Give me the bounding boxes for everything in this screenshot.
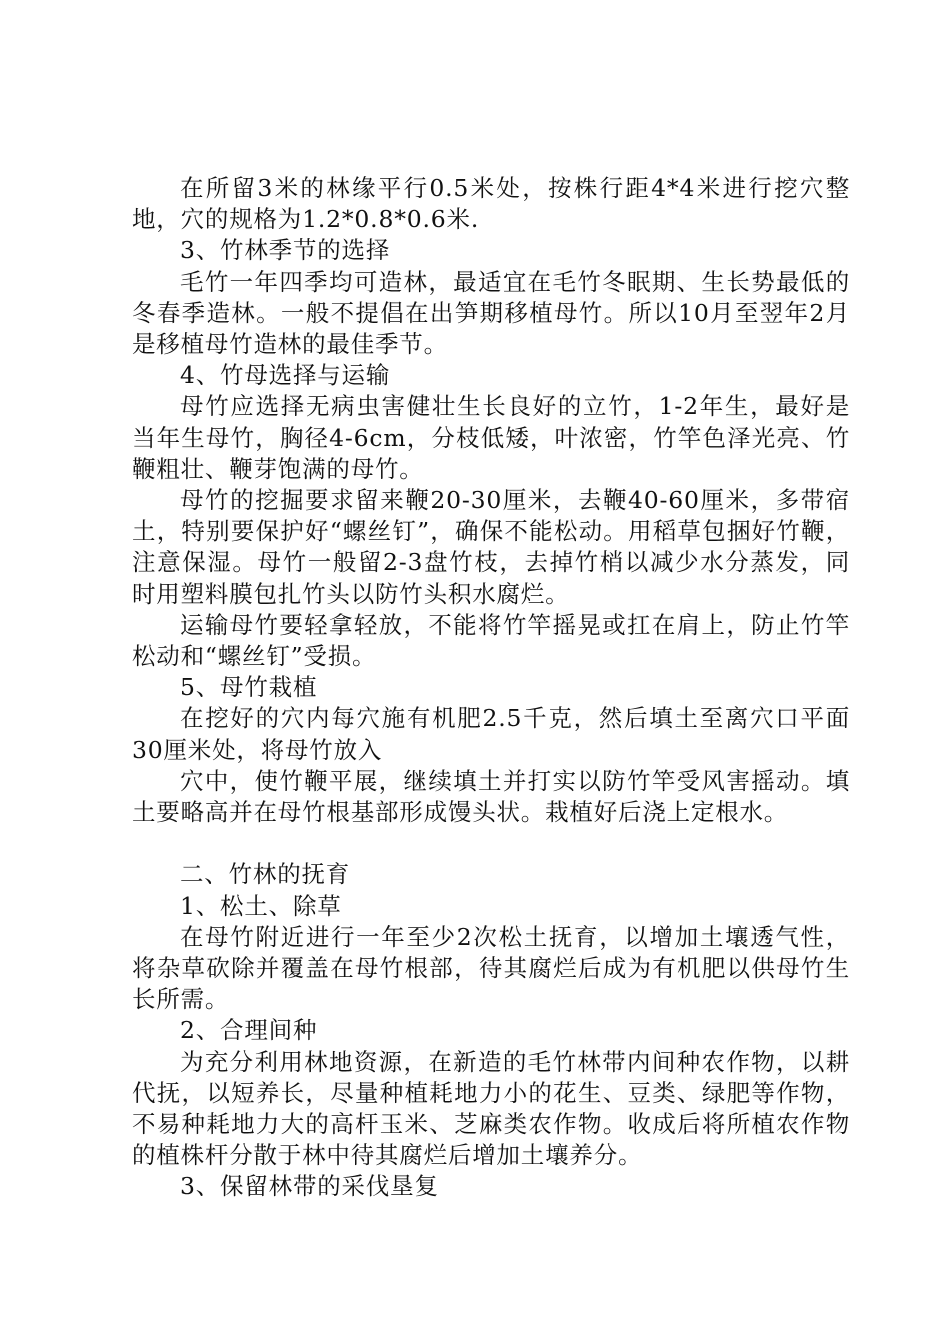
section-heading: 3、保留林带的采伐垦复 bbox=[180, 1172, 439, 1201]
section-heading: 1、松土、除草 bbox=[180, 891, 342, 920]
paragraph: 在母竹附近进行一年至少2次松土抚育，以增加土壤透气性，将杂草砍除并覆盖在母竹根部，待其腐烂后成为有机肥以供母竹生长所需。 bbox=[132, 922, 850, 1014]
paragraph: 运输母竹要轻拿轻放，不能将竹竿摇晃或扛在肩上，防止竹竿松动和“螺丝钉”受损。 bbox=[132, 610, 850, 671]
paragraph: 为充分利用林地资源，在新造的毛竹林带内间种农作物，以耕代抚，以短养长，尽量种植耗地力小的花生、豆类、绿肥等作物，不易种耗地力大的高杆玉米、芝麻类农作物。收成后将所植农作物的植株杆分散于林中待其腐烂后增加土壤养分。 bbox=[132, 1047, 850, 1170]
paragraph: 穴中，使竹鞭平展，继续填土并打实以防竹竿受风害摇动。填土要略高并在母竹根基部形成馒头状。栽植好后浇上定根水。 bbox=[132, 766, 850, 827]
paragraph: 在所留3米的林缘平行0.5米处，按株行距4*4米进行挖穴整地，穴的规格为1.2*0.8*0.6米. bbox=[132, 174, 850, 234]
section-heading: 2、合理间种 bbox=[180, 1016, 318, 1045]
document-body bbox=[132, 173, 850, 1203]
section-heading: 4、竹母选择与运输 bbox=[180, 361, 391, 390]
paragraph: 母竹的挖掘要求留来鞭20-30厘米，去鞭40-60厘米，多带宿土，特别要保护好“螺丝钉”，确保不能松动。用稻草包捆好竹鞭，注意保湿。母竹一般留2-3盘竹枝，去掉竹梢以减少水分蒸发，同时用塑料膜包扎竹头以防竹头积水腐烂。 bbox=[132, 486, 850, 608]
paragraph: 在挖好的穴内每穴施有机肥2.5千克，然后填土至离穴口平面30厘米处，将母竹放入 bbox=[132, 704, 850, 764]
paragraph: 毛竹一年四季均可造林，最适宜在毛竹冬眠期、生长势最低的冬春季造林。一般不提倡在出笋期移植母竹。所以10月至翌年2月是移植母竹造林的最佳季节。 bbox=[132, 267, 850, 359]
section-heading: 3、竹林季节的选择 bbox=[180, 236, 391, 265]
blank-line bbox=[132, 828, 850, 859]
section-heading: 二、竹林的抚育 bbox=[180, 860, 351, 889]
paragraph: 母竹应选择无病虫害健壮生长良好的立竹，1-2年生，最好是当年生母竹，胸径4-6cm，分枝低矮，叶浓密，竹竿色泽光亮、竹鞭粗壮、鞭芽饱满的母竹。 bbox=[132, 392, 850, 483]
section-heading: 5、母竹栽植 bbox=[180, 673, 318, 702]
